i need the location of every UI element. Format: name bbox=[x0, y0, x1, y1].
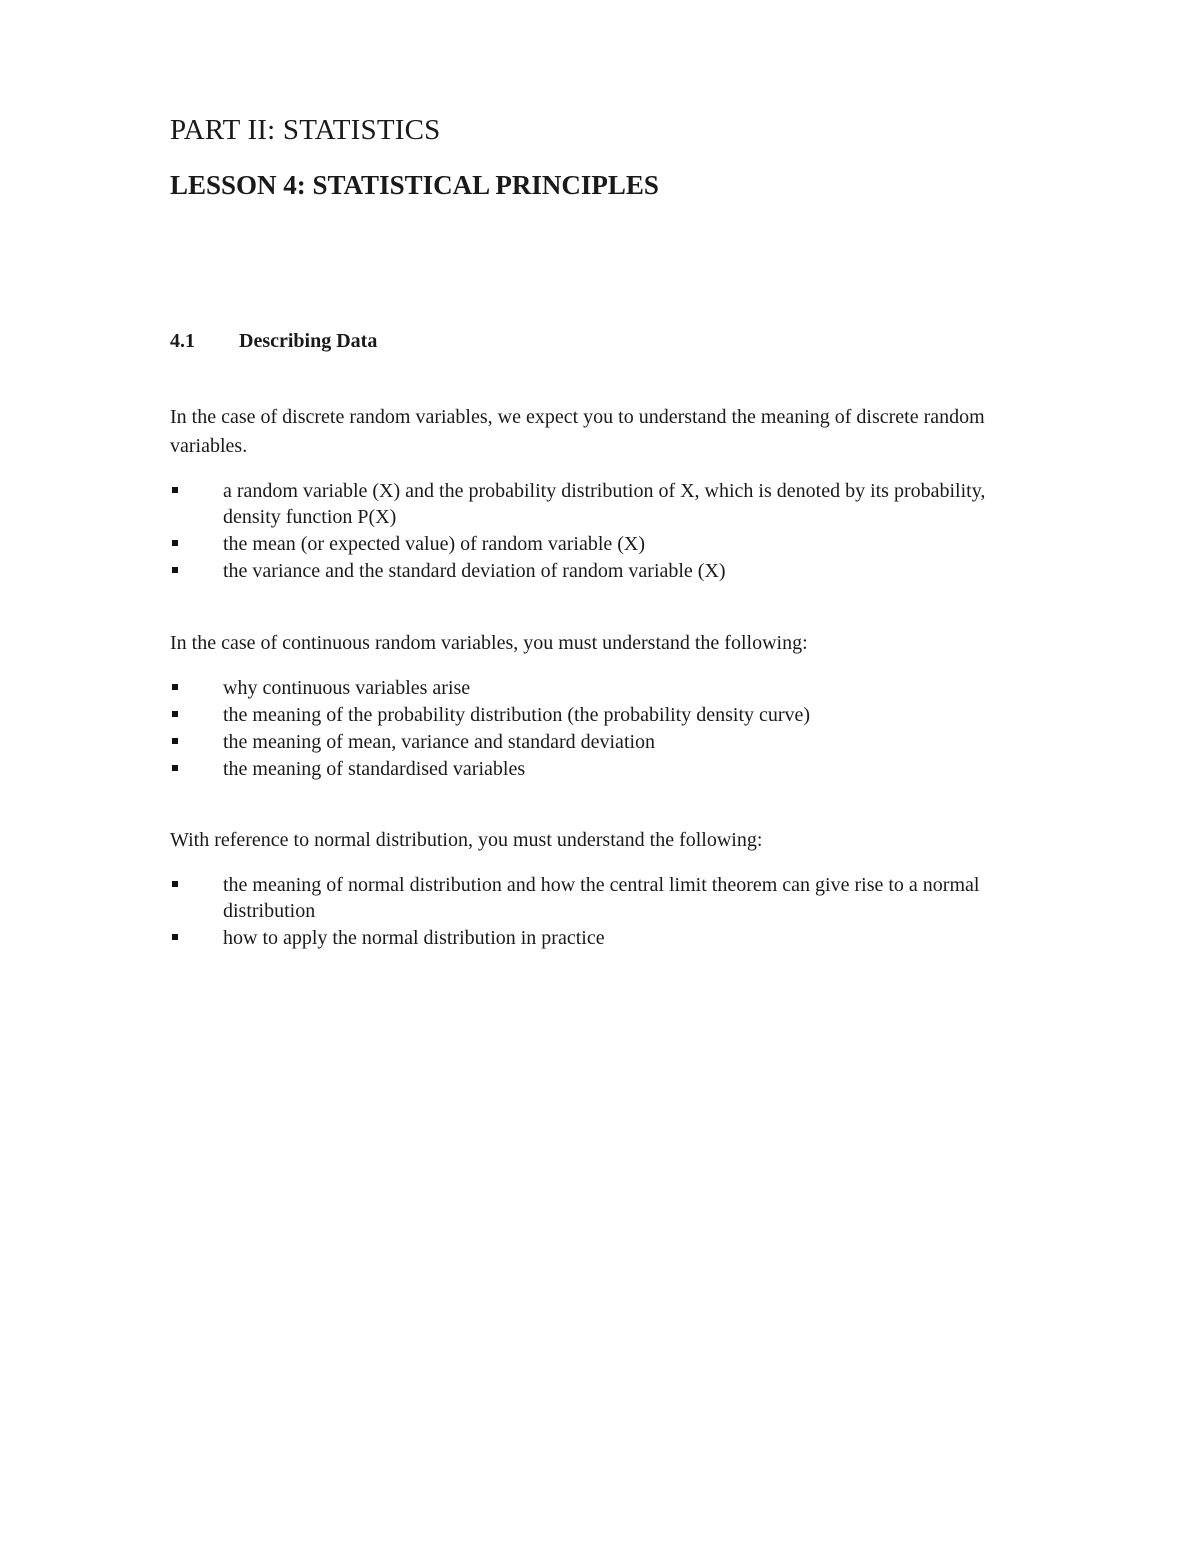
list-item-text: the meaning of mean, variance and standard deviation bbox=[223, 731, 656, 753]
bullet-list bbox=[170, 872, 1040, 951]
square-bullet-icon bbox=[172, 934, 178, 940]
square-bullet-icon bbox=[172, 711, 178, 717]
section-number: 4.1 bbox=[170, 330, 195, 352]
lesson-title: LESSON 4: STATISTICAL PRINCIPLES bbox=[170, 170, 659, 200]
paragraph: With reference to normal distribution, you must understand the following: bbox=[170, 829, 763, 851]
list-item bbox=[170, 872, 1040, 924]
part-title: PART II: STATISTICS bbox=[170, 114, 441, 146]
continuous-variables-block bbox=[170, 629, 1040, 783]
list-item-text: the meaning of the probability distribution (the probability density curve) bbox=[223, 704, 811, 726]
bullet-list bbox=[170, 478, 1040, 584]
square-bullet-icon bbox=[172, 684, 178, 690]
list-item-text: why continuous variables arise bbox=[223, 677, 471, 699]
list-item-text: the meaning of standardised variables bbox=[223, 758, 526, 780]
list-item-text: how to apply the normal distribution in practice bbox=[223, 927, 605, 949]
section-heading bbox=[170, 330, 377, 353]
list-item bbox=[170, 531, 1040, 557]
square-bullet-icon bbox=[172, 540, 178, 546]
list-item-text: a random variable (X) and the probability distribution of X, which is denoted by its probability, density function P(X) bbox=[223, 480, 986, 528]
square-bullet-icon bbox=[172, 881, 178, 887]
list-item-text: the mean (or expected value) of random variable (X) bbox=[223, 533, 646, 555]
paragraph: In the case of continuous random variables, you must understand the following: bbox=[170, 632, 808, 654]
paragraph: In the case of discrete random variables, we expect you to understand the meaning of discrete random variables. bbox=[170, 406, 985, 457]
square-bullet-icon bbox=[172, 765, 178, 771]
list-item-text: the variance and the standard deviation of random variable (X) bbox=[223, 560, 726, 582]
list-item bbox=[170, 702, 1040, 728]
list-item bbox=[170, 729, 1040, 755]
list-item bbox=[170, 558, 1040, 584]
discrete-variables-block bbox=[170, 403, 1040, 585]
list-item bbox=[170, 756, 1040, 782]
normal-distribution-block bbox=[170, 826, 1040, 952]
list-item-text: the meaning of normal distribution and how the central limit theorem can give rise to a normal distribution bbox=[223, 874, 980, 922]
list-item bbox=[170, 675, 1040, 701]
square-bullet-icon bbox=[172, 738, 178, 744]
section-title: Describing Data bbox=[239, 330, 378, 352]
list-item bbox=[170, 478, 1040, 530]
bullet-list bbox=[170, 675, 1040, 782]
list-item bbox=[170, 925, 1040, 951]
square-bullet-icon bbox=[172, 487, 178, 493]
square-bullet-icon bbox=[172, 567, 178, 573]
